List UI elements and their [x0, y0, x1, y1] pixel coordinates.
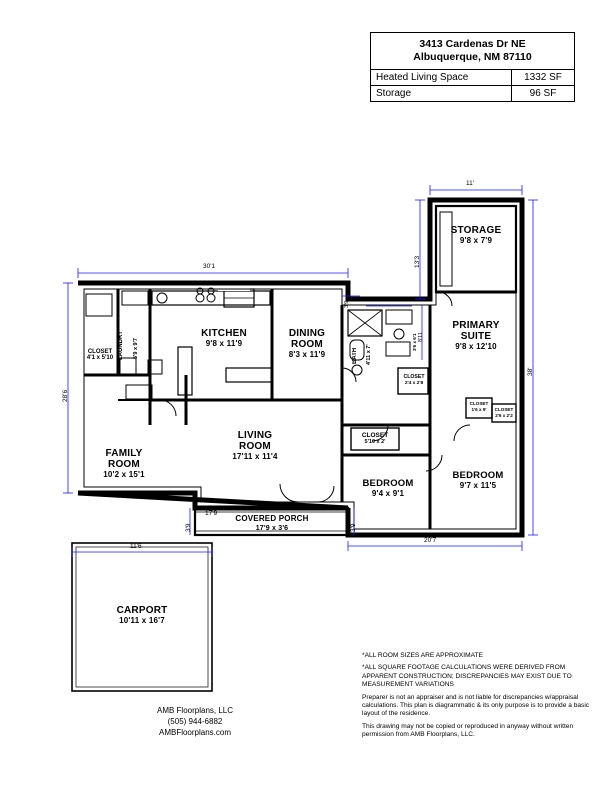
room-label-closet-bath: CLOSET 2'4 x 2'8	[403, 374, 425, 386]
heated-living-space-value: 1332 SF	[524, 72, 562, 83]
dim-bath-right: 8'11	[418, 332, 424, 342]
address-line-1: 3413 Cardenas Dr NE	[419, 38, 526, 50]
room-label-dining: DINING ROOM 8'3 x 11'9	[288, 328, 326, 359]
heated-living-space-label: Heated Living Space	[371, 70, 512, 85]
table-row	[371, 86, 574, 101]
dim-bath-top-a: 3'9	[344, 300, 350, 308]
dim-storage-width: 11'	[466, 180, 474, 187]
room-label-closet-small-a: CLOSET 1'6 x 9'	[469, 401, 489, 412]
dim-top-width: 30'1	[203, 263, 216, 270]
room-label-kitchen: KITCHEN 9'8 x 11'9	[201, 328, 247, 348]
room-label-laundry: LAUNDRY	[118, 330, 124, 360]
room-label-bedroom-right: BEDROOM 9'7 x 11'5	[452, 470, 504, 490]
note-line-3: Preparer is not an appraiser and is not liable for discrepancies w/appraisal calculations. This plan is diagrammatic & its only purpose is to provide a basic layout of the residence.	[362, 693, 590, 718]
dim-porch-right: 3'9	[350, 523, 357, 532]
room-label-bedroom-front: BEDROOM 9'4 x 9'1	[362, 478, 414, 498]
storage-value: 96 SF	[529, 88, 557, 99]
room-label-bath: BATH	[352, 347, 358, 365]
dim-right-height: 38'	[527, 367, 534, 376]
room-label-closet-small-b: CLOSET 2'6 x 2'2	[494, 407, 514, 418]
note-line-2: *ALL SQUARE FOOTAGE CALCULATIONS WERE DERIVED FROM APPARENT CONSTRUCTION; DISCREPANCIES MAY EXIST DUE TO MEASUREMENT VARIATIONS	[362, 664, 572, 689]
dim-bath-top-b: 8'9	[383, 297, 391, 303]
company-website: AMBFloorplans.com	[158, 728, 232, 737]
dim-porch-left: 3'9	[185, 523, 192, 532]
dim-storage-depth: 13'3	[414, 255, 421, 268]
room-label-storage: STORAGE 9'8 x 7'9	[450, 225, 502, 245]
room-label-carport: CARPORT 10'11 x 16'7	[116, 605, 168, 625]
dim-bottom-right-width: 20'7	[424, 537, 437, 544]
disclaimer-notes	[362, 652, 592, 744]
company-info	[110, 705, 280, 738]
note-line-4: This drawing may not be copied or reproduced in anyway without written permission from AMB Floorplans, LLC.	[362, 722, 574, 739]
room-label-laundry-dim: 5'9 x 9'7	[133, 338, 139, 360]
room-label-primary-bath: 3'6 x 6'1	[412, 333, 417, 351]
company-name: AMB Floorplans, LLC	[156, 706, 234, 715]
room-label-closet-family: CLOSET 4'1 x 5'10	[86, 349, 114, 361]
room-label-bath-dim: 4'11 x 7'	[366, 344, 372, 366]
room-label-covered-porch: COVERED PORCH 17'9 x 3'6	[235, 514, 309, 532]
company-phone: (505) 944-6882	[167, 717, 223, 726]
room-label-closet-hall: CLOSET 5'10 x 2'	[361, 432, 389, 445]
room-label-living: LIVING ROOM 17'11 x 11'4	[232, 430, 278, 461]
dim-left-height: 28'6	[62, 389, 69, 402]
note-line-1: *ALL ROOM SIZES ARE APPROXIMATE	[362, 652, 483, 659]
address-block	[371, 33, 574, 70]
dim-carport-width: 11'6	[130, 543, 142, 550]
title-block	[370, 32, 575, 102]
storage-label: Storage	[371, 86, 512, 101]
dim-porch-width: 17'9	[205, 510, 218, 517]
address-line-2: Albuquerque, NM 87110	[413, 51, 532, 63]
table-row	[371, 70, 574, 86]
room-label-primary-suite: PRIMARY SUITE 9'8 x 12'10	[452, 320, 500, 351]
room-label-family: FAMILY ROOM 10'2 x 15'1	[103, 448, 145, 479]
